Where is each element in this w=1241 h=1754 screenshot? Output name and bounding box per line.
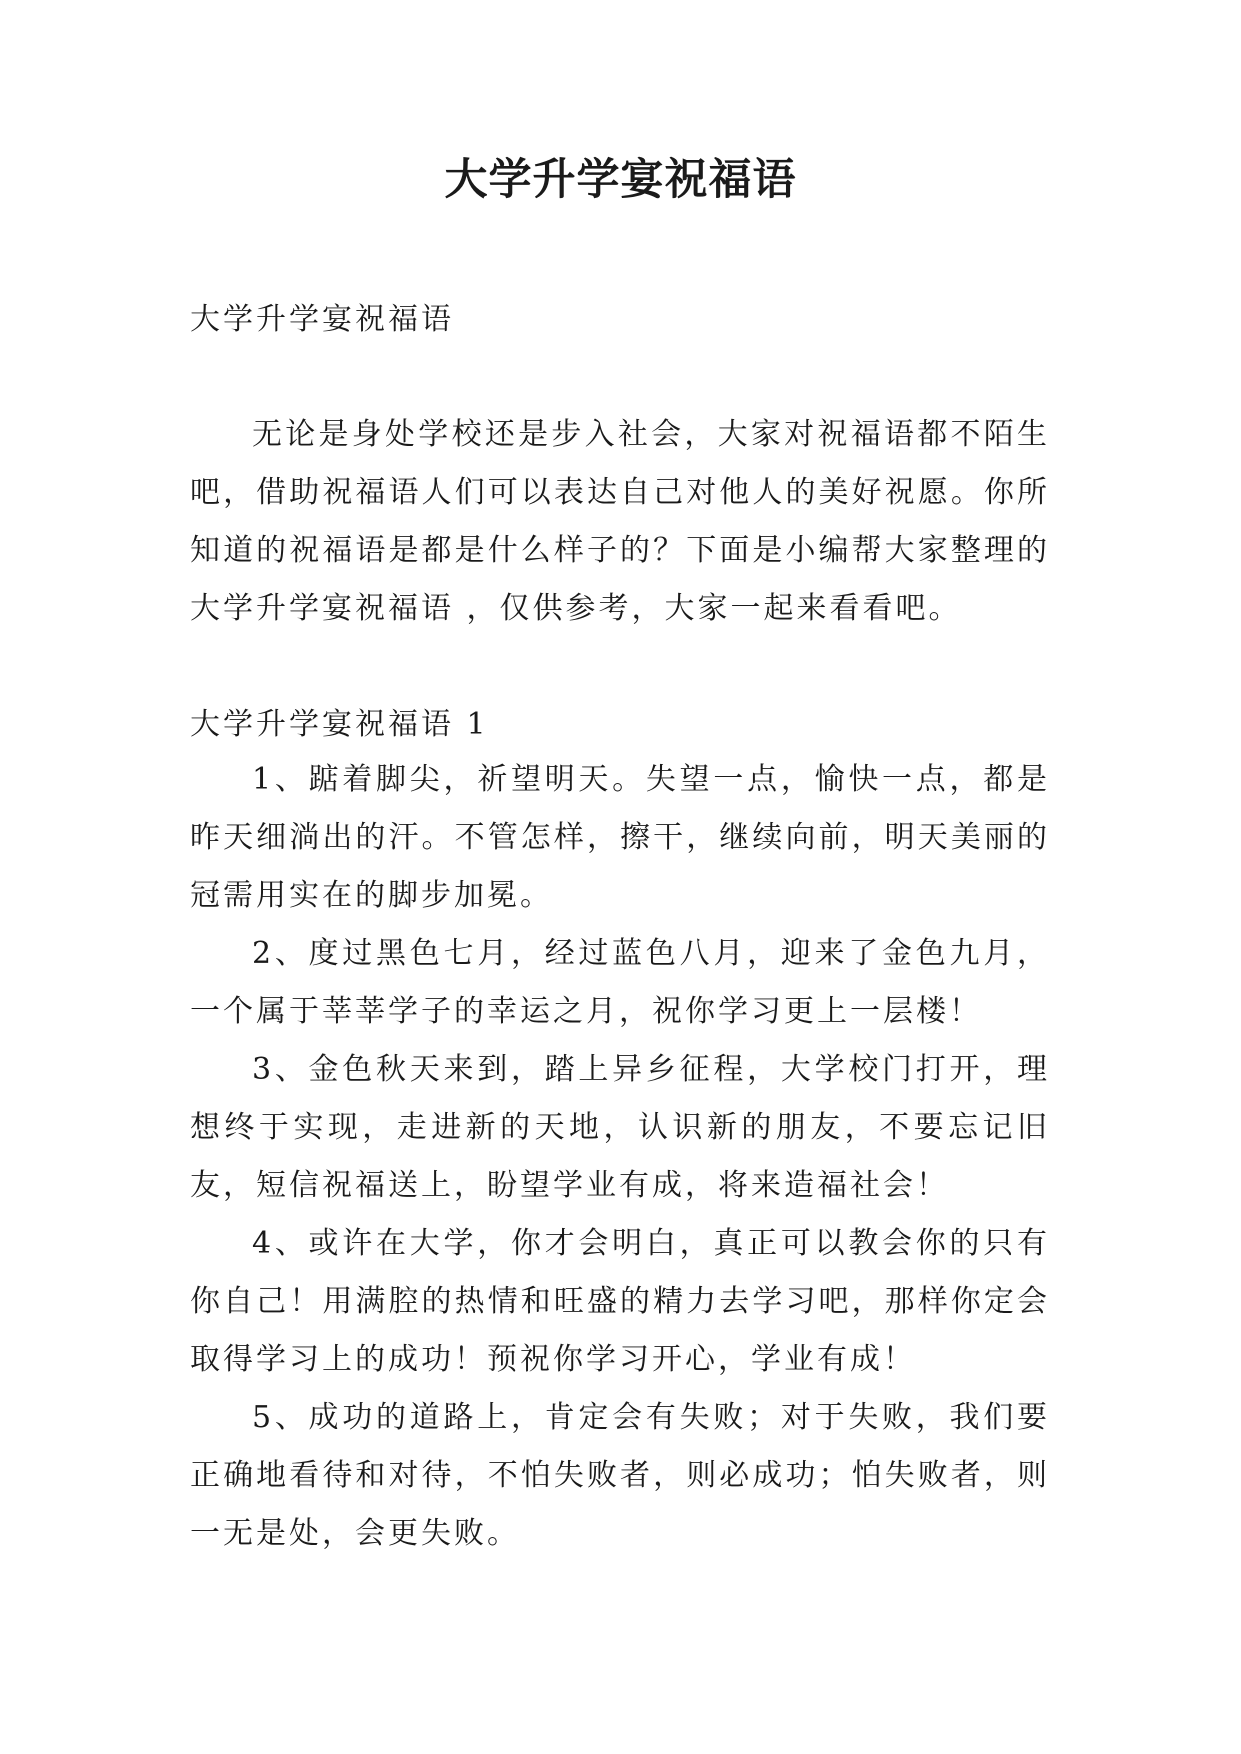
section-heading: 大学升学宴祝福语 1	[190, 707, 489, 742]
blessing-item-2: 2、度过黑色七月，经过蓝色八月，迎来了金色九月，一个属于莘莘学子的幸运之月，祝你学习更上一层楼！	[190, 936, 1050, 1029]
document-title: 大学升学宴祝福语	[444, 155, 797, 205]
blessing-item-3: 3、金色秋天来到，踏上异乡征程，大学校门打开，理想终于实现，走进新的天地，认识新的朋友，不要忘记旧友，短信祝福送上，盼望学业有成，将来造福社会！	[190, 1052, 1050, 1203]
blessing-item-4: 4、或许在大学，你才会明白，真正可以教会你的只有你自己！用满腔的热情和旺盛的精力去学习吧，那样你定会取得学习上的成功！预祝你学习开心，学业有成！	[190, 1226, 1050, 1377]
document-subtitle: 大学升学宴祝福语	[190, 302, 454, 337]
blessing-list	[190, 751, 1050, 1563]
blessing-item-5: 5、成功的道路上，肯定会有失败；对于失败，我们要正确地看待和对待，不怕失败者，则必成功；怕失败者，则一无是处，会更失败。	[190, 1400, 1050, 1551]
intro-paragraph: 无论是身处学校还是步入社会，大家对祝福语都不陌生吧，借助祝福语人们可以表达自己对他人的美好祝愿。你所知道的祝福语是都是什么样子的？下面是小编帮大家整理的大学升学宴祝福语 ，仅供参考，大家一起来看看吧。	[190, 417, 1050, 626]
blessing-item-1: 1、踮着脚尖，祈望明天。失望一点，愉快一点，都是昨天细淌出的汗。不管怎样，擦干，继续向前，明天美丽的冠需用实在的脚步加冕。	[190, 762, 1050, 913]
